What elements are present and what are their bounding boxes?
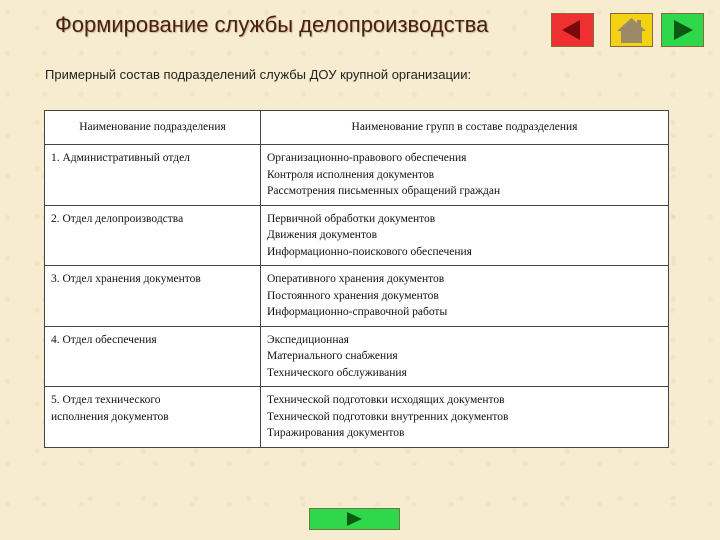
unit-name: 1. Административный отдел [51,152,190,164]
table-header-row [45,111,669,145]
group-name: Организационно-правового обеспечения [267,152,467,164]
unit-name: исполнения документов [51,410,169,423]
table-row [45,387,669,448]
column-header-groups: Наименование групп в составе подразделения [261,111,669,145]
groups-cell [261,145,669,206]
slide-title: Формирование службы делопроизводства [55,12,489,37]
subdivisions-table [44,110,669,448]
triangle-right-icon [662,14,703,46]
group-name: Оперативного хранения документов [267,273,445,285]
unit-name: 2. Отдел делопроизводства [51,212,184,225]
table-row [45,145,669,206]
next-slide-button[interactable] [309,508,400,530]
group-name: Материального снабжения [267,350,398,362]
forward-button[interactable] [661,13,704,47]
group-name: Движения документов [267,229,378,241]
table-row [45,205,669,266]
group-name: Экспедиционная [267,333,349,346]
unit-name: 4. Отдел обеспечения [51,333,157,346]
home-button[interactable] [610,13,653,47]
unit-name: 5. Отдел технического [51,394,161,406]
back-button[interactable] [551,13,594,47]
triangle-left-icon [552,14,593,46]
slide-subtitle: Примерный состав подразделений службы ДОУ крупной организации: [45,67,472,82]
unit-cell [45,266,261,327]
unit-cell [45,387,261,448]
groups-cell [261,205,669,266]
group-name: Технической подготовки исходящих документов [267,394,505,406]
groups-cell [261,326,669,387]
unit-name: 3. Отдел хранения документов [51,273,201,285]
group-name: Постоянного хранения документов [267,289,439,302]
unit-cell [45,326,261,387]
group-name: Первичной обработки документов [267,212,436,225]
group-name: Контроля исполнения документов [267,168,435,181]
group-name: Технической подготовки внутренних документов [267,410,509,423]
groups-cell [261,266,669,327]
group-name: Рассмотрения письменных обращений граждан [267,185,501,197]
group-name: Технического обслуживания [267,366,407,379]
group-name: Информационно-справочной работы [267,306,448,318]
unit-cell [45,145,261,206]
unit-cell [45,205,261,266]
groups-cell [261,387,669,448]
house-icon [611,14,652,46]
table-row [45,326,669,387]
column-header-unit: Наименование подразделения [45,111,261,145]
group-name: Тиражирования документов [267,427,405,439]
table-row [45,266,669,327]
group-name: Информационно-поискового обеспечения [267,245,472,258]
triangle-right-icon [310,509,399,529]
